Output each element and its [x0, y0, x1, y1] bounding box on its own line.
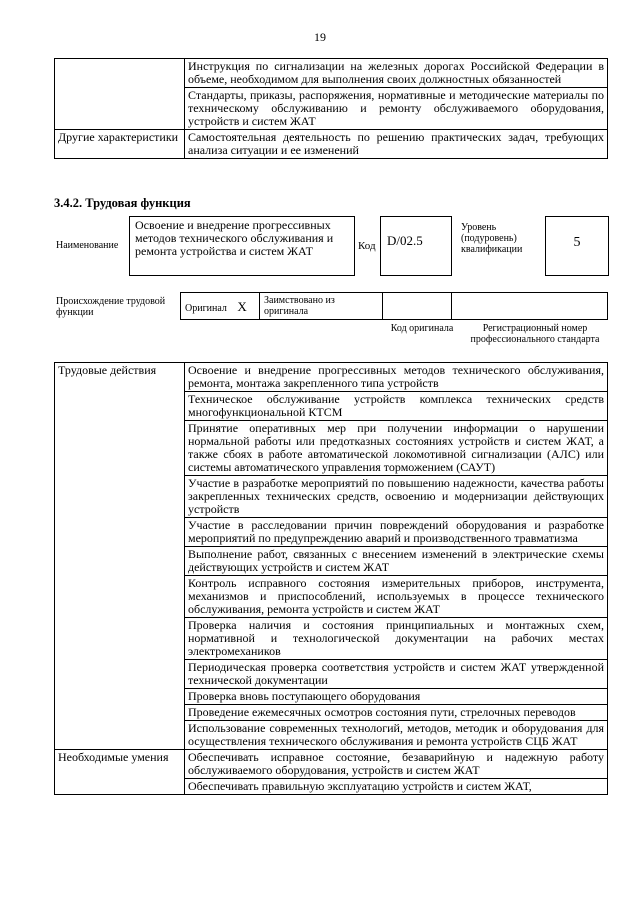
row-item: Выполнение работ, связанных с внесением изменений в электрические схемы действующих устройств и систем ЖАТ — [185, 547, 608, 576]
level-label: Уровень (подуровень) квалификации — [461, 222, 523, 255]
origin-label: Происхождение трудовой функции — [56, 296, 166, 318]
name-label: Наименование — [56, 240, 119, 251]
code-label: Код — [358, 240, 376, 252]
row-item: Стандарты, приказы, распоряжения, нормативные и методические материалы по техническому обслуживанию и ремонту обслуживаемого оборудования, устройств и систем ЖАТ — [185, 88, 608, 130]
row-item: Проверка вновь поступающего оборудования — [185, 689, 608, 705]
row-item: Участие в расследовании причин повреждений оборудования и разработке мероприятий по предупреждению аварий и производственного травматизма — [185, 518, 608, 547]
section-title: 3.4.2. Трудовая функция — [54, 196, 191, 210]
function-code-box: D/02.5 — [380, 216, 452, 276]
function-name-box: Освоение и внедрение прогрессивных методов технического обслуживания и ремонта устройства и систем ЖАТ — [129, 216, 355, 276]
top-table — [54, 58, 608, 159]
code-original-label: Код оригинала — [390, 323, 454, 334]
original-label: Оригинал — [185, 303, 227, 314]
table-row — [55, 363, 608, 392]
reg-number-cell — [451, 292, 608, 320]
row-heading: Необходимые умения — [55, 750, 185, 795]
row-item: Освоение и внедрение прогрессивных методов технического обслуживания, ремонта, монтажа закрепленного типа устройств — [185, 363, 608, 392]
reg-number-label: Регистрационный номер профессионального стандарта — [470, 323, 600, 345]
main-table — [54, 362, 608, 795]
row-item: Участие в разработке мероприятий по повышению надежности, качества работы закрепленных технических средств, освоению и модернизации действующих устройств — [185, 476, 608, 518]
row-item: Техническое обслуживание устройств комплекса технических средств многофункциональной КТСМ — [185, 392, 608, 421]
row-heading: Трудовые действия — [55, 363, 185, 750]
table-row — [55, 750, 608, 779]
borrowed-cell: Заимствовано из оригинала — [259, 292, 383, 320]
table-row — [55, 130, 608, 159]
row-heading — [55, 59, 185, 130]
row-item: Контроль исправного состояния измерительных приборов, инструмента, механизмов и приспособлений, используемых в процессе технического обслуживания, ремонта устройств и систем ЖАТ — [185, 576, 608, 618]
row-heading: Другие характеристики — [55, 130, 185, 159]
code-original-cell — [382, 292, 452, 320]
function-level-box: 5 — [545, 216, 609, 276]
page-number: 19 — [314, 30, 326, 44]
row-item: Принятие оперативных мер при получении информации о нарушении нормальной работы или предотказных состояниях устройств и систем ЖАТ, а также сбоях в работе автоматической локомотивной сигнализации (АЛС) или системы автоматического управления торможением (САУТ) — [185, 421, 608, 476]
row-item: Проведение ежемесячных осмотров состояния пути, стрелочных переводов — [185, 705, 608, 721]
row-item: Обеспечивать исправное состояние, безаварийную и надежную работу обслуживаемого оборудования, устройств и систем ЖАТ — [185, 750, 608, 779]
row-item: Проверка наличия и состояния принципиальных и монтажных схем, нормативной и технологической документации на рабочих местах электромехаников — [185, 618, 608, 660]
row-item: Инструкция по сигнализации на железных дорогах Российской Федерации в объеме, необходимом для выполнения своих должностных обязанностей — [185, 59, 608, 88]
row-item: Использование современных технологий, методов, методик и оборудования для осуществления технического обслуживания и ремонта устройств СЦБ ЖАТ — [185, 721, 608, 750]
row-item: Обеспечивать правильную эксплуатацию устройств и систем ЖАТ, — [185, 779, 608, 795]
row-item: Самостоятельная деятельность по решению практических задач, требующих анализа ситуации и ее изменений — [185, 130, 608, 159]
table-row — [55, 59, 608, 88]
original-cell — [180, 292, 260, 320]
row-item: Периодическая проверка соответствия устройств и систем ЖАТ утвержденной технической документации — [185, 660, 608, 689]
original-mark: X — [237, 299, 247, 314]
